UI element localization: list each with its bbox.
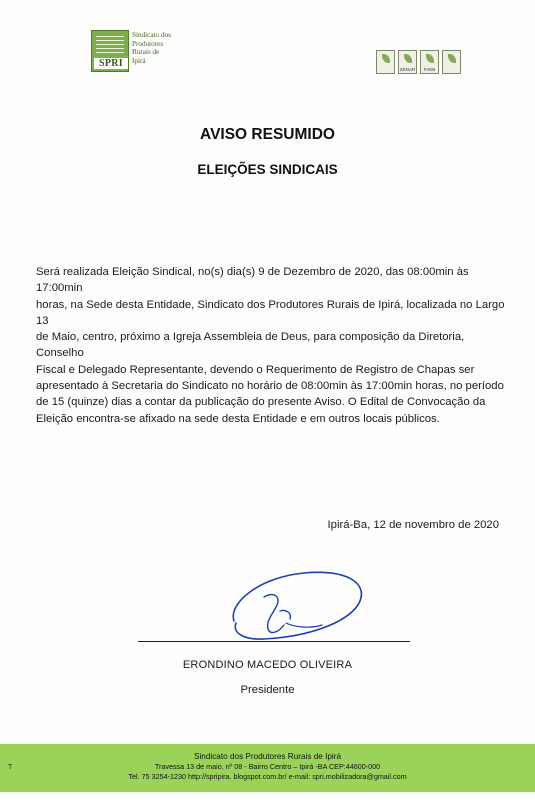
logo-text-line: Rurais de	[132, 48, 160, 57]
faeb-logo: FAEB	[420, 50, 439, 74]
logo-text-line: Sindicato dos	[132, 31, 171, 39]
logo-emblem	[91, 30, 129, 72]
logo-text-line: Ipirá	[132, 56, 146, 65]
senar-logo: SENAR	[398, 50, 417, 74]
partner-logo	[442, 50, 461, 74]
footer-contact: Tel. 75 3254-1230 http://spripira. blogspot.com.br/ e-mail: spri.mobilizadora@gmail.com	[128, 772, 407, 781]
paragraph-line: Será realizada Eleição Sindical, no(s) dia(s) 9 de Dezembro de 2020, das 08:00min às 17:00min	[36, 266, 469, 295]
paragraph-line: Eleição encontra-se afixado na sede desta Entidade e em outros locais públicos.	[36, 412, 440, 425]
signature-line	[138, 641, 410, 642]
paragraph-line: horas, na Sede desta Entidade, Sindicato dos Produtores Rurais de Ipirá, localizada no Largo 13	[36, 298, 505, 327]
place-date: Ipirá-Ba, 12 de novembro de 2020	[327, 519, 499, 531]
footer-address: Travessa 13 de maio, nº 08 - Bairro Centro – Ipirá -BA CEP:44600-000	[154, 762, 381, 771]
logo-text	[132, 31, 212, 65]
document-subtitle: ELEIÇÕES SINDICAIS	[197, 162, 338, 177]
document-title: AVISO RESUMIDO	[200, 126, 335, 143]
footer-mark: T	[8, 764, 13, 771]
paragraph-line: de 15 (quinze) dias a contar da publicação do presente Aviso. O Edital de Convocação da	[36, 396, 486, 409]
notice-paragraph	[36, 264, 514, 427]
paragraph-line: de Maio, centro, próximo a Igreja Assembleia de Deus, para composição da Diretoria, Conselho	[36, 331, 465, 360]
footer-org-name: Sindicato dos Produtores Rurais de Ipirá	[194, 752, 341, 761]
partner-logos	[376, 50, 461, 74]
handwritten-signature	[220, 563, 380, 647]
signer-name: ERONDINO MACEDO OLIVEIRA	[182, 659, 353, 671]
paragraph-line: Fiscal e Delegado Representante, devendo o Requerimento de Registro de Chapas ser	[36, 363, 475, 376]
signer-role: Presidente	[240, 684, 295, 696]
logo-abbreviation: SPRI	[94, 58, 128, 69]
footer-band	[0, 744, 535, 792]
logo-text-line: Produtores	[132, 39, 164, 48]
org-logo	[91, 30, 211, 72]
partner-logo	[376, 50, 395, 74]
paragraph-line: apresentado à Secretaria do Sindicato no horário de 08:00min às 17:00min horas, no período	[36, 380, 504, 393]
